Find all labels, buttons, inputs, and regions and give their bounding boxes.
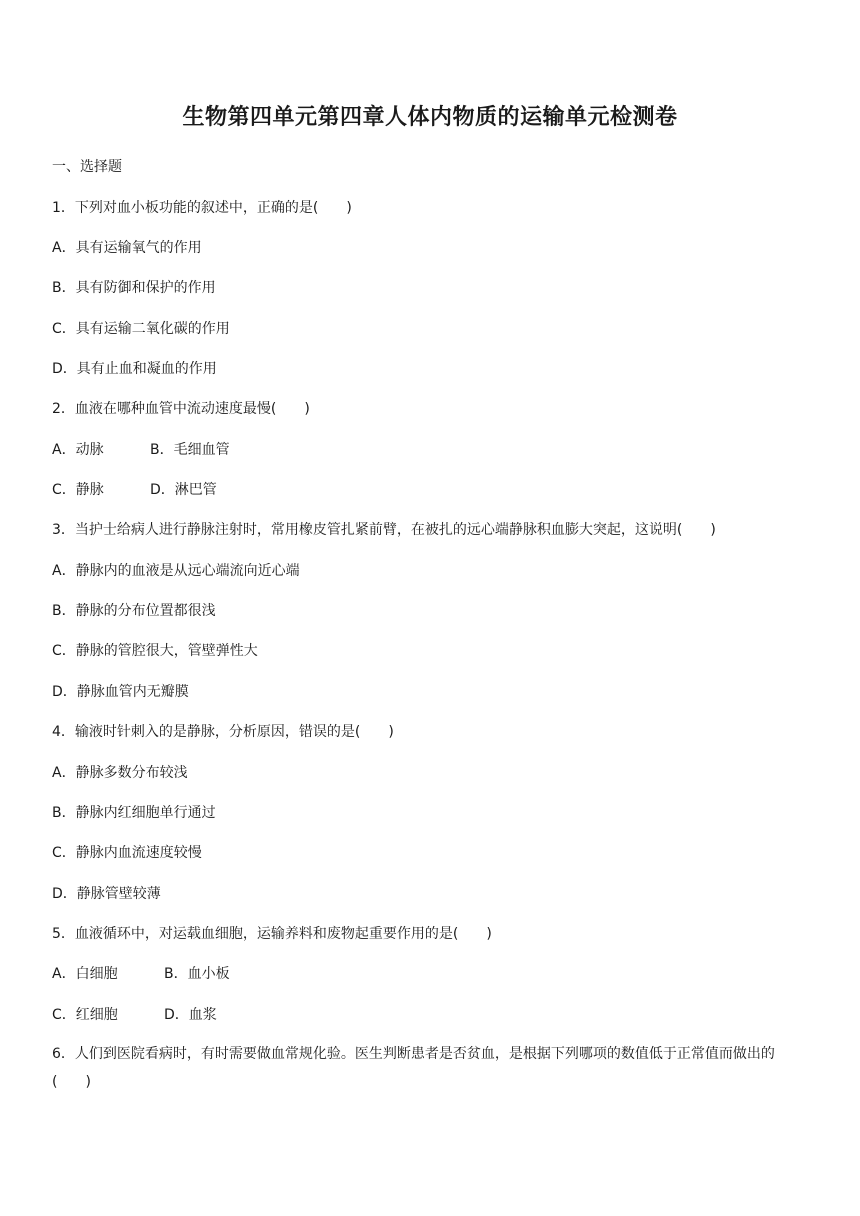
question-4-option-c: C．静脉内血流速度较慢 [52, 845, 202, 861]
question-4-option-a: A．静脉多数分布较浅 [52, 765, 188, 781]
question-3-option-a: A．静脉内的血液是从远心端流向近心端 [52, 563, 300, 579]
question-5-options-row-1 [52, 964, 452, 984]
question-5-stem: 5．血液循环中，对运载血细胞，运输养料和废物起重要作用的是( ) [52, 926, 492, 942]
question-4-option-d: D．静脉管壁较薄 [52, 886, 161, 902]
question-2-option-a: A．动脉 [52, 442, 104, 458]
question-1-stem: 1．下列对血小板功能的叙述中，正确的是( ) [52, 200, 352, 216]
question-5-option-c: C．红细胞 [52, 1007, 118, 1023]
question-5-option-a: A．白细胞 [52, 966, 118, 982]
question-2-option-c: C．静脉 [52, 482, 104, 498]
question-2-stem: 2．血液在哪种血管中流动速度最慢( ) [52, 401, 310, 417]
question-2-options-row-1 [52, 440, 452, 460]
question-6-stem: 6．人们到医院看病时，有时需要做血常规化验。医生判断患者是否贫血，是根据下列哪项的数值低于正常值而做出的( ) [52, 1046, 775, 1090]
question-5-option-d: D．血浆 [164, 1007, 217, 1023]
question-1-option-d: D．具有止血和凝血的作用 [52, 361, 217, 377]
question-3-stem: 3．当护士给病人进行静脉注射时，常用橡皮管扎紧前臂，在被扎的远心端静脉积血膨大突起，这说明( ) [52, 522, 716, 538]
question-5-option-b: B．血小板 [164, 966, 230, 982]
question-3-option-b: B．静脉的分布位置都很浅 [52, 603, 216, 619]
question-1-option-b: B．具有防御和保护的作用 [52, 280, 216, 296]
section-heading: 一、选择题 [52, 159, 122, 175]
question-1-option-a: A．具有运输氧气的作用 [52, 240, 202, 256]
question-3-option-c: C．静脉的管腔很大，管壁弹性大 [52, 643, 258, 659]
question-2-option-b: B．毛细血管 [150, 442, 230, 458]
question-4-option-b: B．静脉内红细胞单行通过 [52, 805, 216, 821]
question-3-option-d: D．静脉血管内无瓣膜 [52, 684, 189, 700]
document-title: 生物第四单元第四章人体内物质的运输单元检测卷 [182, 105, 678, 130]
question-5-options-row-2 [52, 1005, 452, 1025]
question-2-options-row-2 [52, 480, 452, 500]
question-2-option-d: D．淋巴管 [150, 482, 217, 498]
question-1-option-c: C．具有运输二氧化碳的作用 [52, 321, 230, 337]
question-4-stem: 4．输液时针刺入的是静脉，分析原因，错误的是( ) [52, 724, 394, 740]
